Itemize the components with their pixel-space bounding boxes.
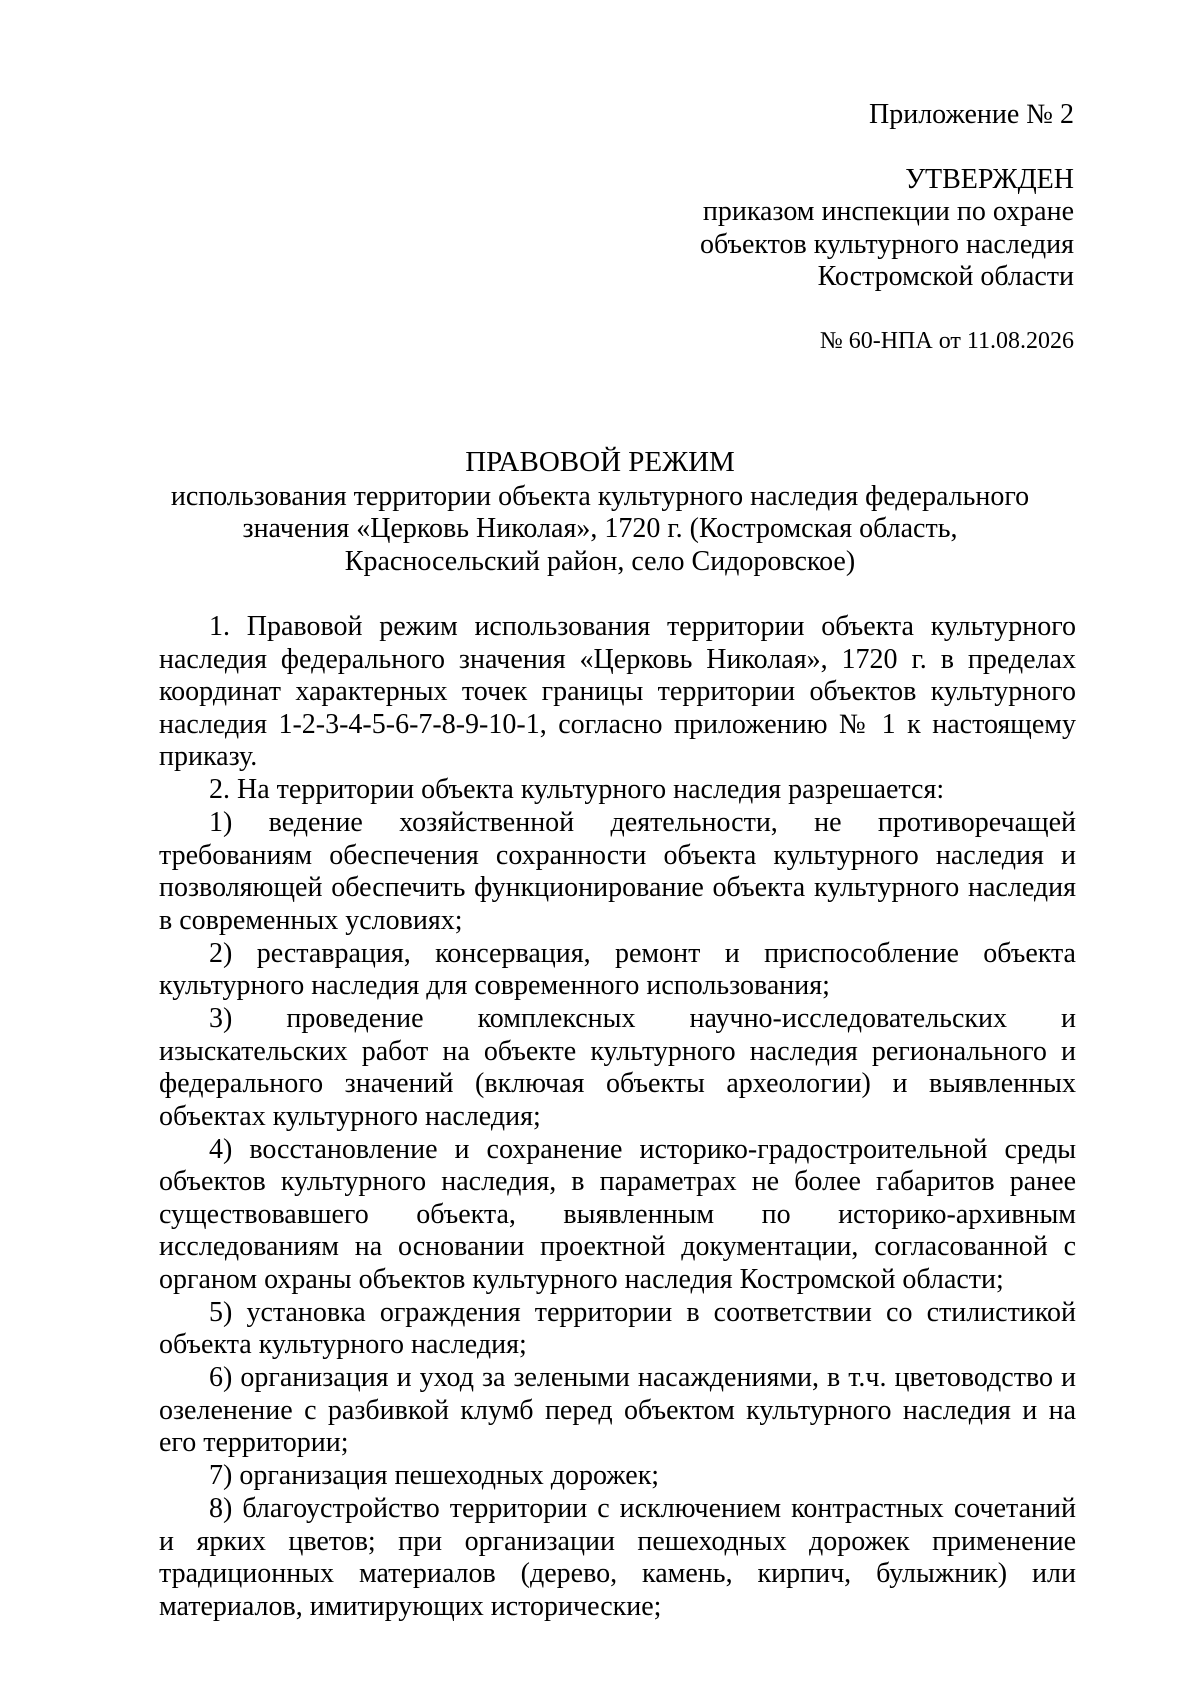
appendix-label: Приложение № 2 <box>869 99 1074 130</box>
approved-by-line: приказом инспекции по охране <box>702 196 1074 227</box>
paragraph: 1. Правовой режим использования территории объекта культурного наследия федерального значения «Церковь Николая», 1720 г. в пределах координат характерных точек границы территории объектов культурного наследия 1-2-3-4-5-6-7-8-9-10-1, согласно приложению № 1 к настоящему приказу. <box>159 611 1076 772</box>
paragraph: 2. На территории объекта культурного наследия разрешается: <box>209 774 945 805</box>
title-subline: Красносельский район, село Сидоровское) <box>344 545 856 577</box>
title-subline: использования территории объекта культурного наследия федерального <box>170 480 1030 512</box>
paragraph: 5) установка ограждения территории в соответствии со стилистикой объекта культурного наследия; <box>159 1296 1076 1360</box>
paragraph: 8) благоустройство территории с исключением контрастных сочетаний и ярких цветов; при организации пешеходных дорожек применение традиционных материалов (дерево, камень, кирпич, булыжник) или материалов, имитирующих исторические; <box>159 1493 1076 1622</box>
paragraph: 4) восстановление и сохранение историко-градостроительной среды объектов культурного наследия, в параметрах не более габаритов ранее существовавшего объекта, выявленным по историко-архивным исследованиям на основании проектной документации, согласованной с органом охраны объектов культурного наследия Костромской области; <box>159 1133 1076 1295</box>
approved-by-line: Костромской области <box>817 261 1074 292</box>
title-heading: ПРАВОВОЙ РЕЖИМ <box>465 446 735 478</box>
paragraph: 2) реставрация, консервация, ремонт и приспособление объекта культурного наследия для современного использования; <box>159 937 1076 1001</box>
document-title <box>126 446 1074 578</box>
approved-by-line: объектов культурного наследия <box>699 228 1074 260</box>
paragraph: 1) ведение хозяйственной деятельности, не противоречащей требованиям обеспечения сохранности объекта культурного наследия и позволяющей обеспечить функционирование объекта культурного наследия в современных условиях; <box>159 807 1076 936</box>
title-subline: значения «Церковь Николая», 1720 г. (Костромская область, <box>242 513 958 544</box>
paragraph: 3) проведение комплексных научно-исследовательских и изыскательских работ на объекте культурного наследия регионального и федерального значений (включая объекты археологии) и выявленных объектах культурного наследия; <box>159 1003 1076 1132</box>
approval-header <box>700 99 1074 357</box>
paragraph: 6) организация и уход за зелеными насаждениями, в т.ч. цветоводство и озеленение с разбивкой клумб перед объектом культурного наследия и на его территории; <box>159 1362 1076 1458</box>
order-number: № 60-НПА от 11.08.2026 <box>819 327 1074 354</box>
paragraph: 7) организация пешеходных дорожек; <box>209 1460 660 1491</box>
document-body <box>159 611 1076 1624</box>
approved-label: УТВЕРЖДЕН <box>905 163 1074 195</box>
